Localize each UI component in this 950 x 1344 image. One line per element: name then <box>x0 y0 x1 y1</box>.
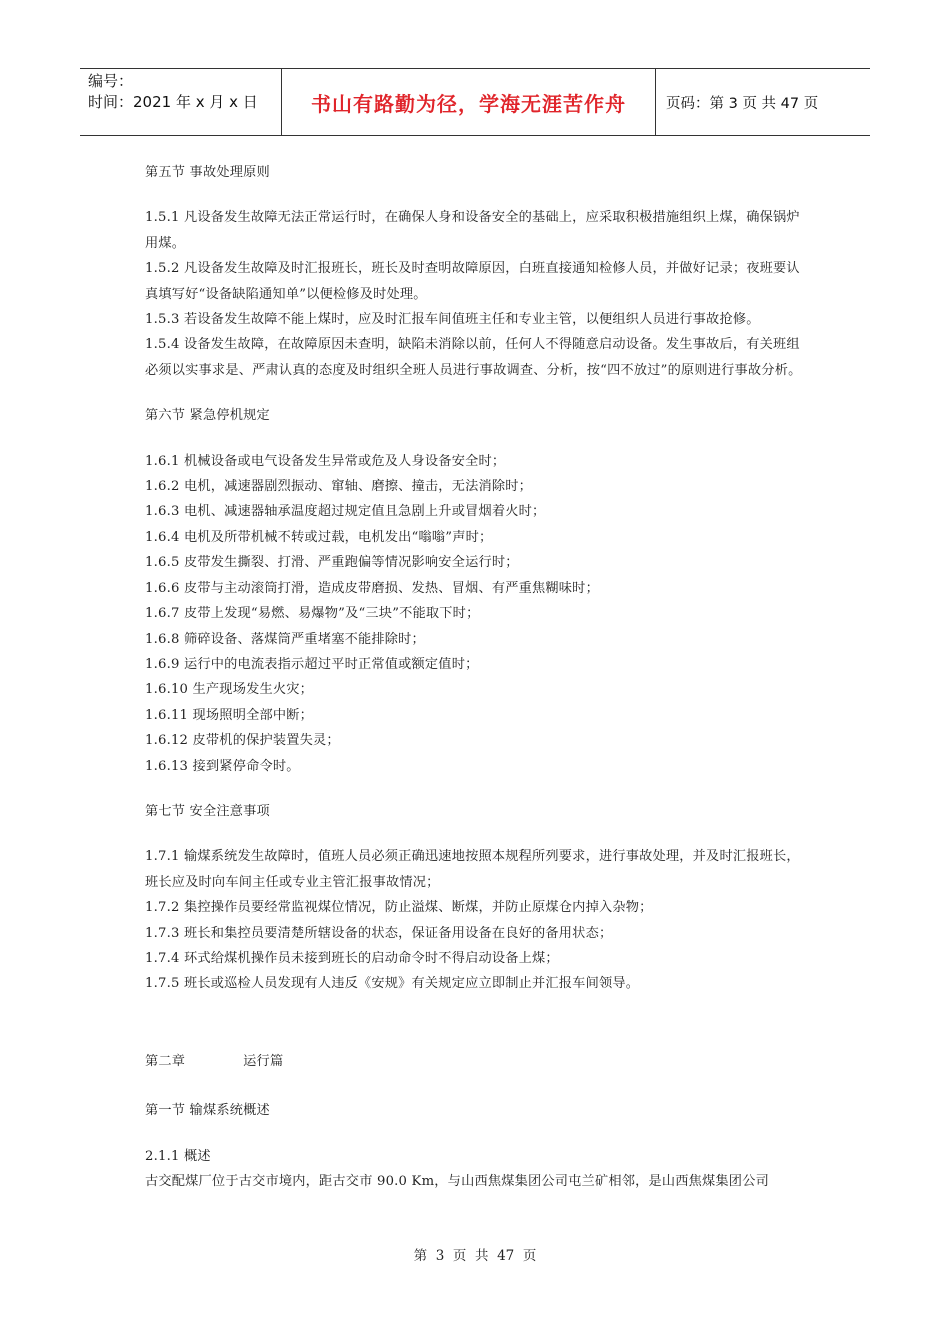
list-item: 1.6.1 机械设备或电气设备发生异常或危及人身设备安全时； <box>145 453 506 469</box>
motto: 书山有路勤为径，学海无涯苦作舟 <box>311 91 626 116</box>
header-page-cell <box>656 69 870 135</box>
list-item: 1.7.1 输煤系统发生故障时，值班人员必须正确迅速地按照本规程所列要求，进行事故处理，并及时汇报班长，班长应及时向车间主任或专业主管汇报事故情况； <box>145 849 800 890</box>
chapter-heading <box>145 1049 807 1074</box>
list-item: 1.6.5 皮带发生撕裂、打滑、严重跑偏等情况影响安全运行时； <box>145 555 519 571</box>
list-item: 1.6.2 电机，减速器剧烈振动、窜轴、磨擦、撞击，无法消除时； <box>145 479 533 495</box>
page-footer <box>0 1244 950 1264</box>
list-item: 1.7.2 集控操作员要经常监视煤位情况，防止溢煤、断煤，并防止原煤仓内掉入杂物； <box>145 900 653 916</box>
serial-label: 编号： <box>88 72 134 90</box>
section-title-6: 第六节 紧急停机规定 <box>145 408 270 424</box>
list-item: 1.6.9 运行中的电流表指示超过平时正常值或额定值时； <box>145 656 479 672</box>
paragraph: 1.5.1 凡设备发生故障无法正常运行时，在确保人身和设备安全的基础上，应采取积极措施组织上煤，确保锅炉用煤。 <box>145 210 800 251</box>
paragraph: 1.5.2 凡设备发生故障及时汇报班长，班长及时查明故障原因，白班直接通知检修人员，并做好记录；夜班要认真填写好“设备缺陷通知单”以便检修及时处理。 <box>145 261 800 302</box>
list-item: 1.7.4 环式给煤机操作员未接到班长的启动命令时不得启动设备上煤； <box>145 950 559 966</box>
list-item: 1.7.3 班长和集控员要清楚所辖设备的状态，保证备用设备在良好的备用状态； <box>145 925 613 941</box>
list-item: 1.6.3 电机、减速器轴承温度超过规定值且急剧上升或冒烟着火时； <box>145 504 546 520</box>
section-title-5: 第五节 事故处理原则 <box>145 165 270 180</box>
section-title-7: 第七节 安全注意事项 <box>145 803 270 819</box>
paragraph: 1.5.3 若设备发生故障不能上煤时，应及时汇报车间值班主任和专业主管，以便组织人员进行事故抢修。 <box>145 312 760 328</box>
list-item: 1.6.11 现场照明全部中断； <box>145 707 314 723</box>
list-item: 1.7.5 班长或巡检人员发现有人违反《安规》有关规定应立即制止并汇报车间领导。 <box>145 976 640 992</box>
list-item: 1.6.8 筛碎设备、落煤筒严重堵塞不能排除时； <box>145 631 425 647</box>
list-item: 1.6.6 皮带与主动滚筒打滑，造成皮带磨损、发热、冒烟、有严重焦糊味时； <box>145 580 599 596</box>
chapter-number: 第二章 <box>145 1053 186 1069</box>
list-item: 1.6.12 皮带机的保护装置失灵； <box>145 733 340 749</box>
list-item: 1.6.4 电机及所带机械不转或过载，电机发出“嗡嗡”声时； <box>145 529 493 545</box>
page-label: 页码：第 3 页 共 47 页 <box>666 95 819 112</box>
header-meta <box>80 69 282 135</box>
list-item: 1.6.10 生产现场发生火灾； <box>145 682 314 698</box>
section-title-1: 第一节 输煤系统概述 <box>145 1103 270 1119</box>
page-header <box>80 68 870 136</box>
list-item: 1.6.7 皮带上发现“易燃、易爆物”及“三块”不能取下时； <box>145 606 480 622</box>
paragraph: 古交配煤厂位于古交市境内，距古交市 90.0 Km，与山西焦煤集团公司屯兰矿相邻，是山西焦煤集团公司 <box>145 1174 769 1189</box>
list-item: 1.6.13 接到紧停命令时。 <box>145 758 300 774</box>
document-body <box>145 160 807 1194</box>
footer-page-number: 第 3 页 共 47 页 <box>413 1248 537 1264</box>
subsection-title: 2.1.1 概述 <box>145 1148 211 1164</box>
chapter-title: 运行篇 <box>243 1053 284 1069</box>
paragraph: 1.5.4 设备发生故障，在故障原因未查明，缺陷未消除以前，任何人不得随意启动设备。发生事故后，有关班组必须以实事求是、严肃认真的态度及时组织全班人员进行事故调查、分析，按“四不放过”的原则进行事故分析。 <box>145 337 802 378</box>
header-motto-cell <box>282 69 656 135</box>
time-label: 时间：2021 年 x 月 x 日 <box>88 93 258 111</box>
